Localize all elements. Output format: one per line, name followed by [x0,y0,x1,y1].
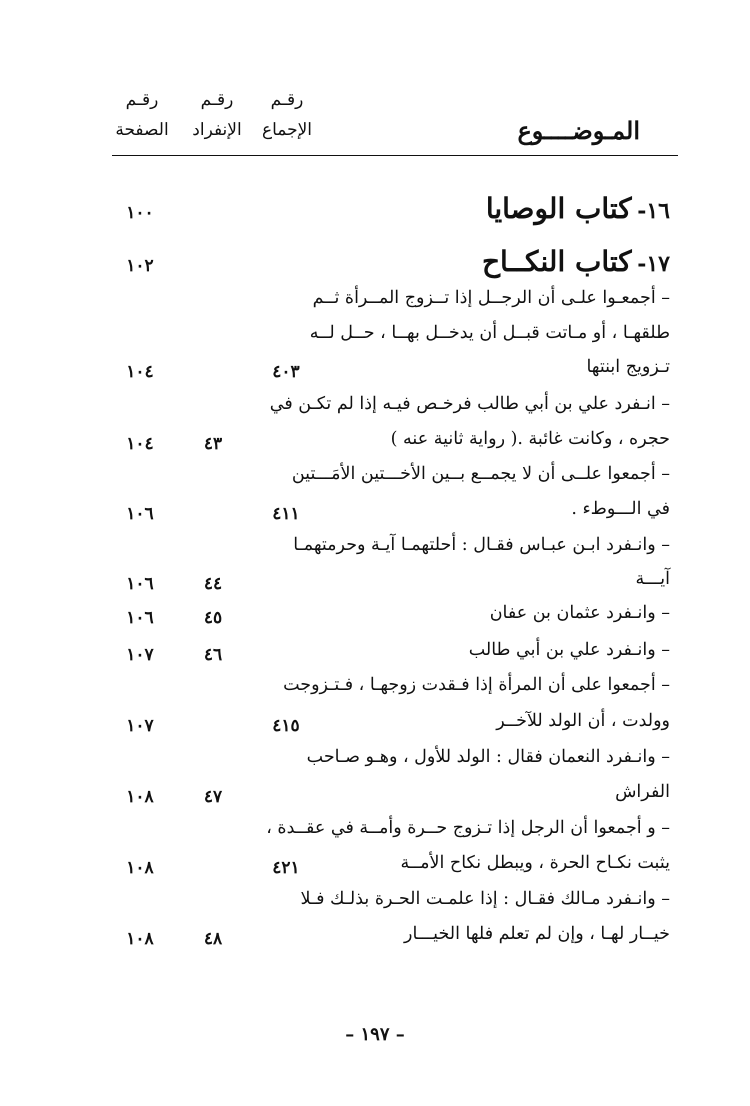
entry-text: – وانـفرد عثمان بن عفان [489,603,670,623]
entry-text: يثبت نكـاح الحرة ، ويبطل نكاح الأمــة [400,853,670,873]
ijma-column-header [252,90,322,140]
entry-page-number: ١٠٤ [126,434,154,454]
chapter-title: كتاب النكــاح [481,245,632,278]
unique-number: ٤٤ [203,574,223,594]
unique-column-header [182,90,252,140]
entry-page-number: ١٠٦ [126,608,154,628]
chapter-heading [486,192,670,225]
ijma-number: ٤١١ [272,504,300,524]
entry-text: – انـفرد علي بن أبي طالب فرخـص فيـه إذا لم تكـن في [269,394,670,414]
page-column-top-label: رقـم [125,90,159,110]
entry-page-number: ١٠٨ [126,787,154,807]
header-rule [112,155,678,156]
unique-number: ٤٥ [203,608,223,628]
ijma-number: ٤٢١ [272,858,300,878]
entry-text: – وانـفرد علي بن أبي طالب [468,640,670,660]
ijma-column-top-label: رقـم [270,90,304,110]
entry-page-number: ١٠٨ [126,929,154,949]
entry-text: خيــار لهـا ، وإن لم تعلم فلها الخيـــار [404,924,670,944]
entry-page-number: ١٠٦ [126,504,154,524]
entry-page-number: ١٠٤ [126,362,154,382]
unique-column-bottom-label: الإنفراد [192,120,242,140]
chapter-number: ١٦- [637,198,670,224]
entry-page-number: ١٠٧ [126,716,154,736]
entry-page-number: ١٠٦ [126,574,154,594]
page-column-bottom-label: الصفحة [115,120,169,140]
entry-text: – أجمعـوا علـى أن الرجــل إذا تــزوج المــرأة ثــم [312,288,670,308]
entry-text: – وانـفرد ابـن عبـاس فقـال : أحلتهمـا آيـة وحرمتهمـا [293,535,670,555]
entry-text: حجره ، وكانت غائبة .( رواية ثانية عنه ) [390,429,670,449]
entry-text: في الـــوطء . [571,499,670,519]
entry-text: – أجمعوا على أن المرأة إذا فـقدت زوجهـا ، فـتـزوجت [283,675,670,695]
chapter-number: ١٧- [637,251,670,277]
unique-number: ٤٨ [203,929,223,949]
entry-text: تـزويج ابنتها [586,357,670,377]
page-column-header [112,90,172,140]
unique-number: ٤٦ [203,645,223,665]
page-number: – ١٩٧ – [345,1024,405,1045]
entry-text: آيـــة [635,569,670,589]
ijma-column-bottom-label: الإجماع [261,120,313,140]
entry-text: – أجمعوا علــى أن لا يجمــع بــين الأخـــتين الأمَـــتين [291,464,670,484]
entry-text: وولدت ، أن الولد للآخــر [496,711,670,731]
entry-text: – و أجمعوا أن الرجل إذا تـزوج حــرة وأمــة في عقــدة ، [266,818,670,838]
unique-number: ٤٣ [203,434,223,454]
entry-text: الفراش [615,782,670,802]
entry-text: طلقهـا ، أو مـاتت قبــل أن يدخــل بهــا ، حــل لــه [309,323,670,343]
ijma-number: ٤١٥ [272,716,300,736]
topic-column-header: المـوضــــوع [517,116,640,145]
chapter-title: كتاب الوصايا [485,192,632,225]
unique-number: ٤٧ [203,787,223,807]
chapter-page-number: ١٠٠ [126,203,154,223]
entry-text: – وانـفرد مـالك فقـال : إذا علمـت الحـرة بذلـك فـلا [300,889,670,909]
unique-column-top-label: رقـم [200,90,234,110]
entry-text: – وانـفرد النعمان فقال : الولد للأول ، وهـو صـاحب [306,747,670,767]
chapter-heading [482,245,670,278]
chapter-page-number: ١٠٢ [126,256,154,276]
entry-page-number: ١٠٧ [126,645,154,665]
ijma-number: ٤٠٣ [272,362,300,382]
entry-page-number: ١٠٨ [126,858,154,878]
